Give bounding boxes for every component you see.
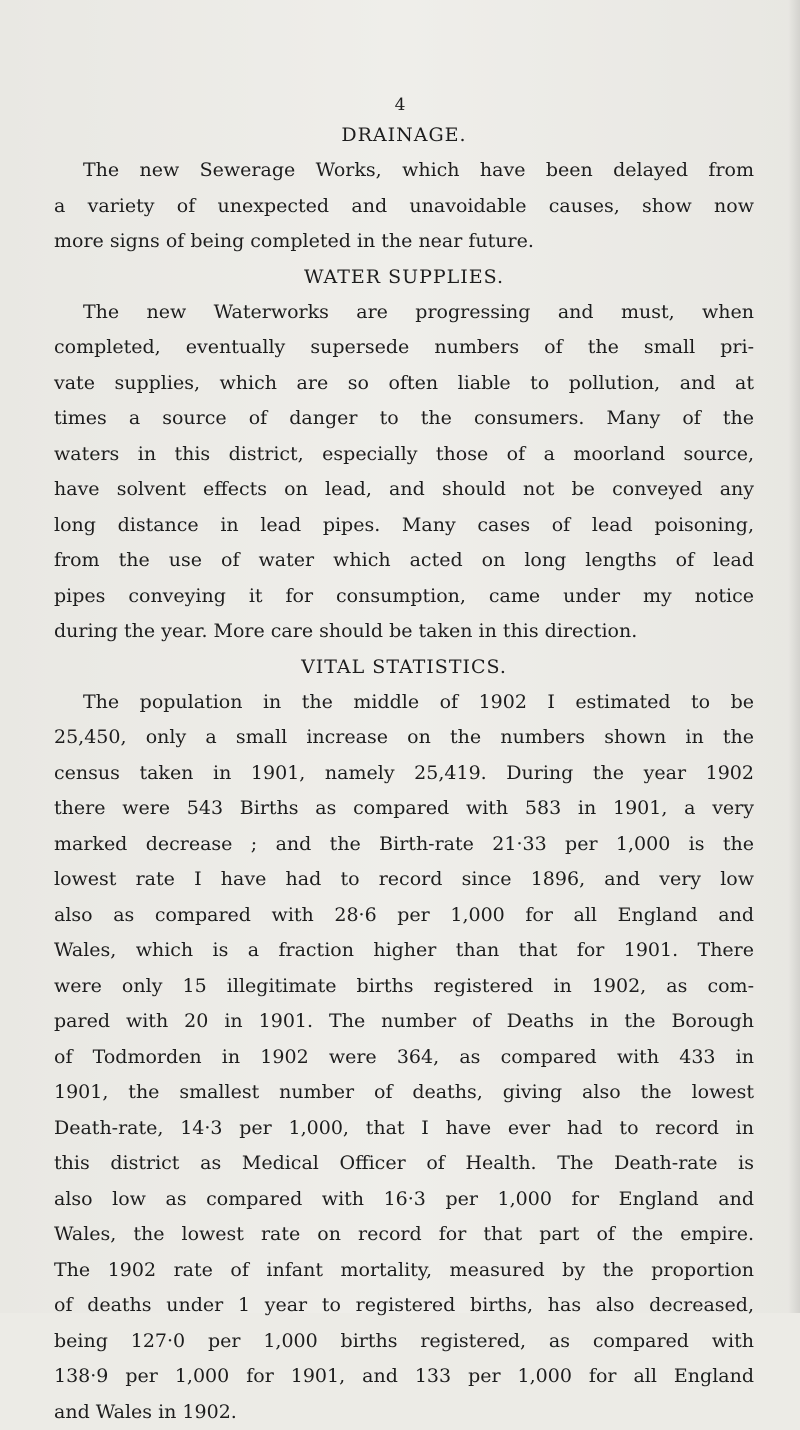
section-heading: VITAL STATISTICS. [54, 650, 754, 685]
text-line: from the use of water which acted on long lengths of lead [54, 543, 754, 579]
text-line: there were 543 Births as compared with 583 in 1901, a very [54, 791, 754, 827]
text-line: during the year. More care should be taken in this direction. [54, 614, 754, 650]
text-line: times a source of danger to the consumers. Many of the [54, 401, 754, 437]
section-paragraph [54, 295, 754, 650]
text-line: also low as compared with 16·3 per 1,000 for England and [54, 1182, 754, 1218]
text-line: 138·9 per 1,000 for 1901, and 133 per 1,000 for all England [54, 1359, 754, 1395]
text-line: have solvent effects on lead, and should not be conveyed any [54, 472, 754, 508]
text-line: of deaths under 1 year to registered births, has also decreased, [54, 1288, 754, 1324]
text-line: The population in the middle of 1902 I estimated to be [54, 685, 754, 721]
text-line: of Todmorden in 1902 were 364, as compared with 433 in [54, 1040, 754, 1076]
text-line: marked decrease ; and the Birth-rate 21·33 per 1,000 is the [54, 827, 754, 863]
text-line: a variety of unexpected and unavoidable causes, show now [54, 189, 754, 225]
section-heading: DRAINAGE. [54, 118, 754, 153]
text-line: Wales, the lowest rate on record for that part of the empire. [54, 1217, 754, 1253]
text-line: being 127·0 per 1,000 births registered, as compared with [54, 1324, 754, 1360]
text-line: completed, eventually supersede numbers of the small pri- [54, 330, 754, 366]
text-line: lowest rate I have had to record since 1896, and very low [54, 862, 754, 898]
page-body [54, 118, 754, 1430]
text-line: waters in this district, especially those of a moorland source, [54, 437, 754, 473]
section-paragraph [54, 685, 754, 1430]
page-number: 4 [0, 95, 800, 115]
section-paragraph [54, 153, 754, 260]
text-line: this district as Medical Officer of Health. The Death-rate is [54, 1146, 754, 1182]
text-line: 1901, the smallest number of deaths, giving also the lowest [54, 1075, 754, 1111]
text-line: Death-rate, 14·3 per 1,000, that I have ever had to record in [54, 1111, 754, 1147]
text-line: long distance in lead pipes. Many cases of lead poisoning, [54, 508, 754, 544]
text-line: The new Sewerage Works, which have been delayed from [54, 153, 754, 189]
page-edge-shadow [788, 0, 800, 1313]
text-line: also as compared with 28·6 per 1,000 for all England and [54, 898, 754, 934]
text-line: pared with 20 in 1901. The number of Deaths in the Borough [54, 1004, 754, 1040]
text-line: The 1902 rate of infant mortality, measured by the proportion [54, 1253, 754, 1289]
text-line: and Wales in 1902. [54, 1395, 754, 1430]
text-line: were only 15 illegitimate births registered in 1902, as com- [54, 969, 754, 1005]
text-line: pipes conveying it for consumption, came under my notice [54, 579, 754, 615]
text-line: 25,450, only a small increase on the numbers shown in the [54, 720, 754, 756]
text-line: more signs of being completed in the near future. [54, 224, 754, 260]
text-line: vate supplies, which are so often liable to pollution, and at [54, 366, 754, 402]
text-line: The new Waterworks are progressing and must, when [54, 295, 754, 331]
section-heading: WATER SUPPLIES. [54, 260, 754, 295]
text-line: Wales, which is a fraction higher than that for 1901. There [54, 933, 754, 969]
text-line: census taken in 1901, namely 25,419. During the year 1902 [54, 756, 754, 792]
